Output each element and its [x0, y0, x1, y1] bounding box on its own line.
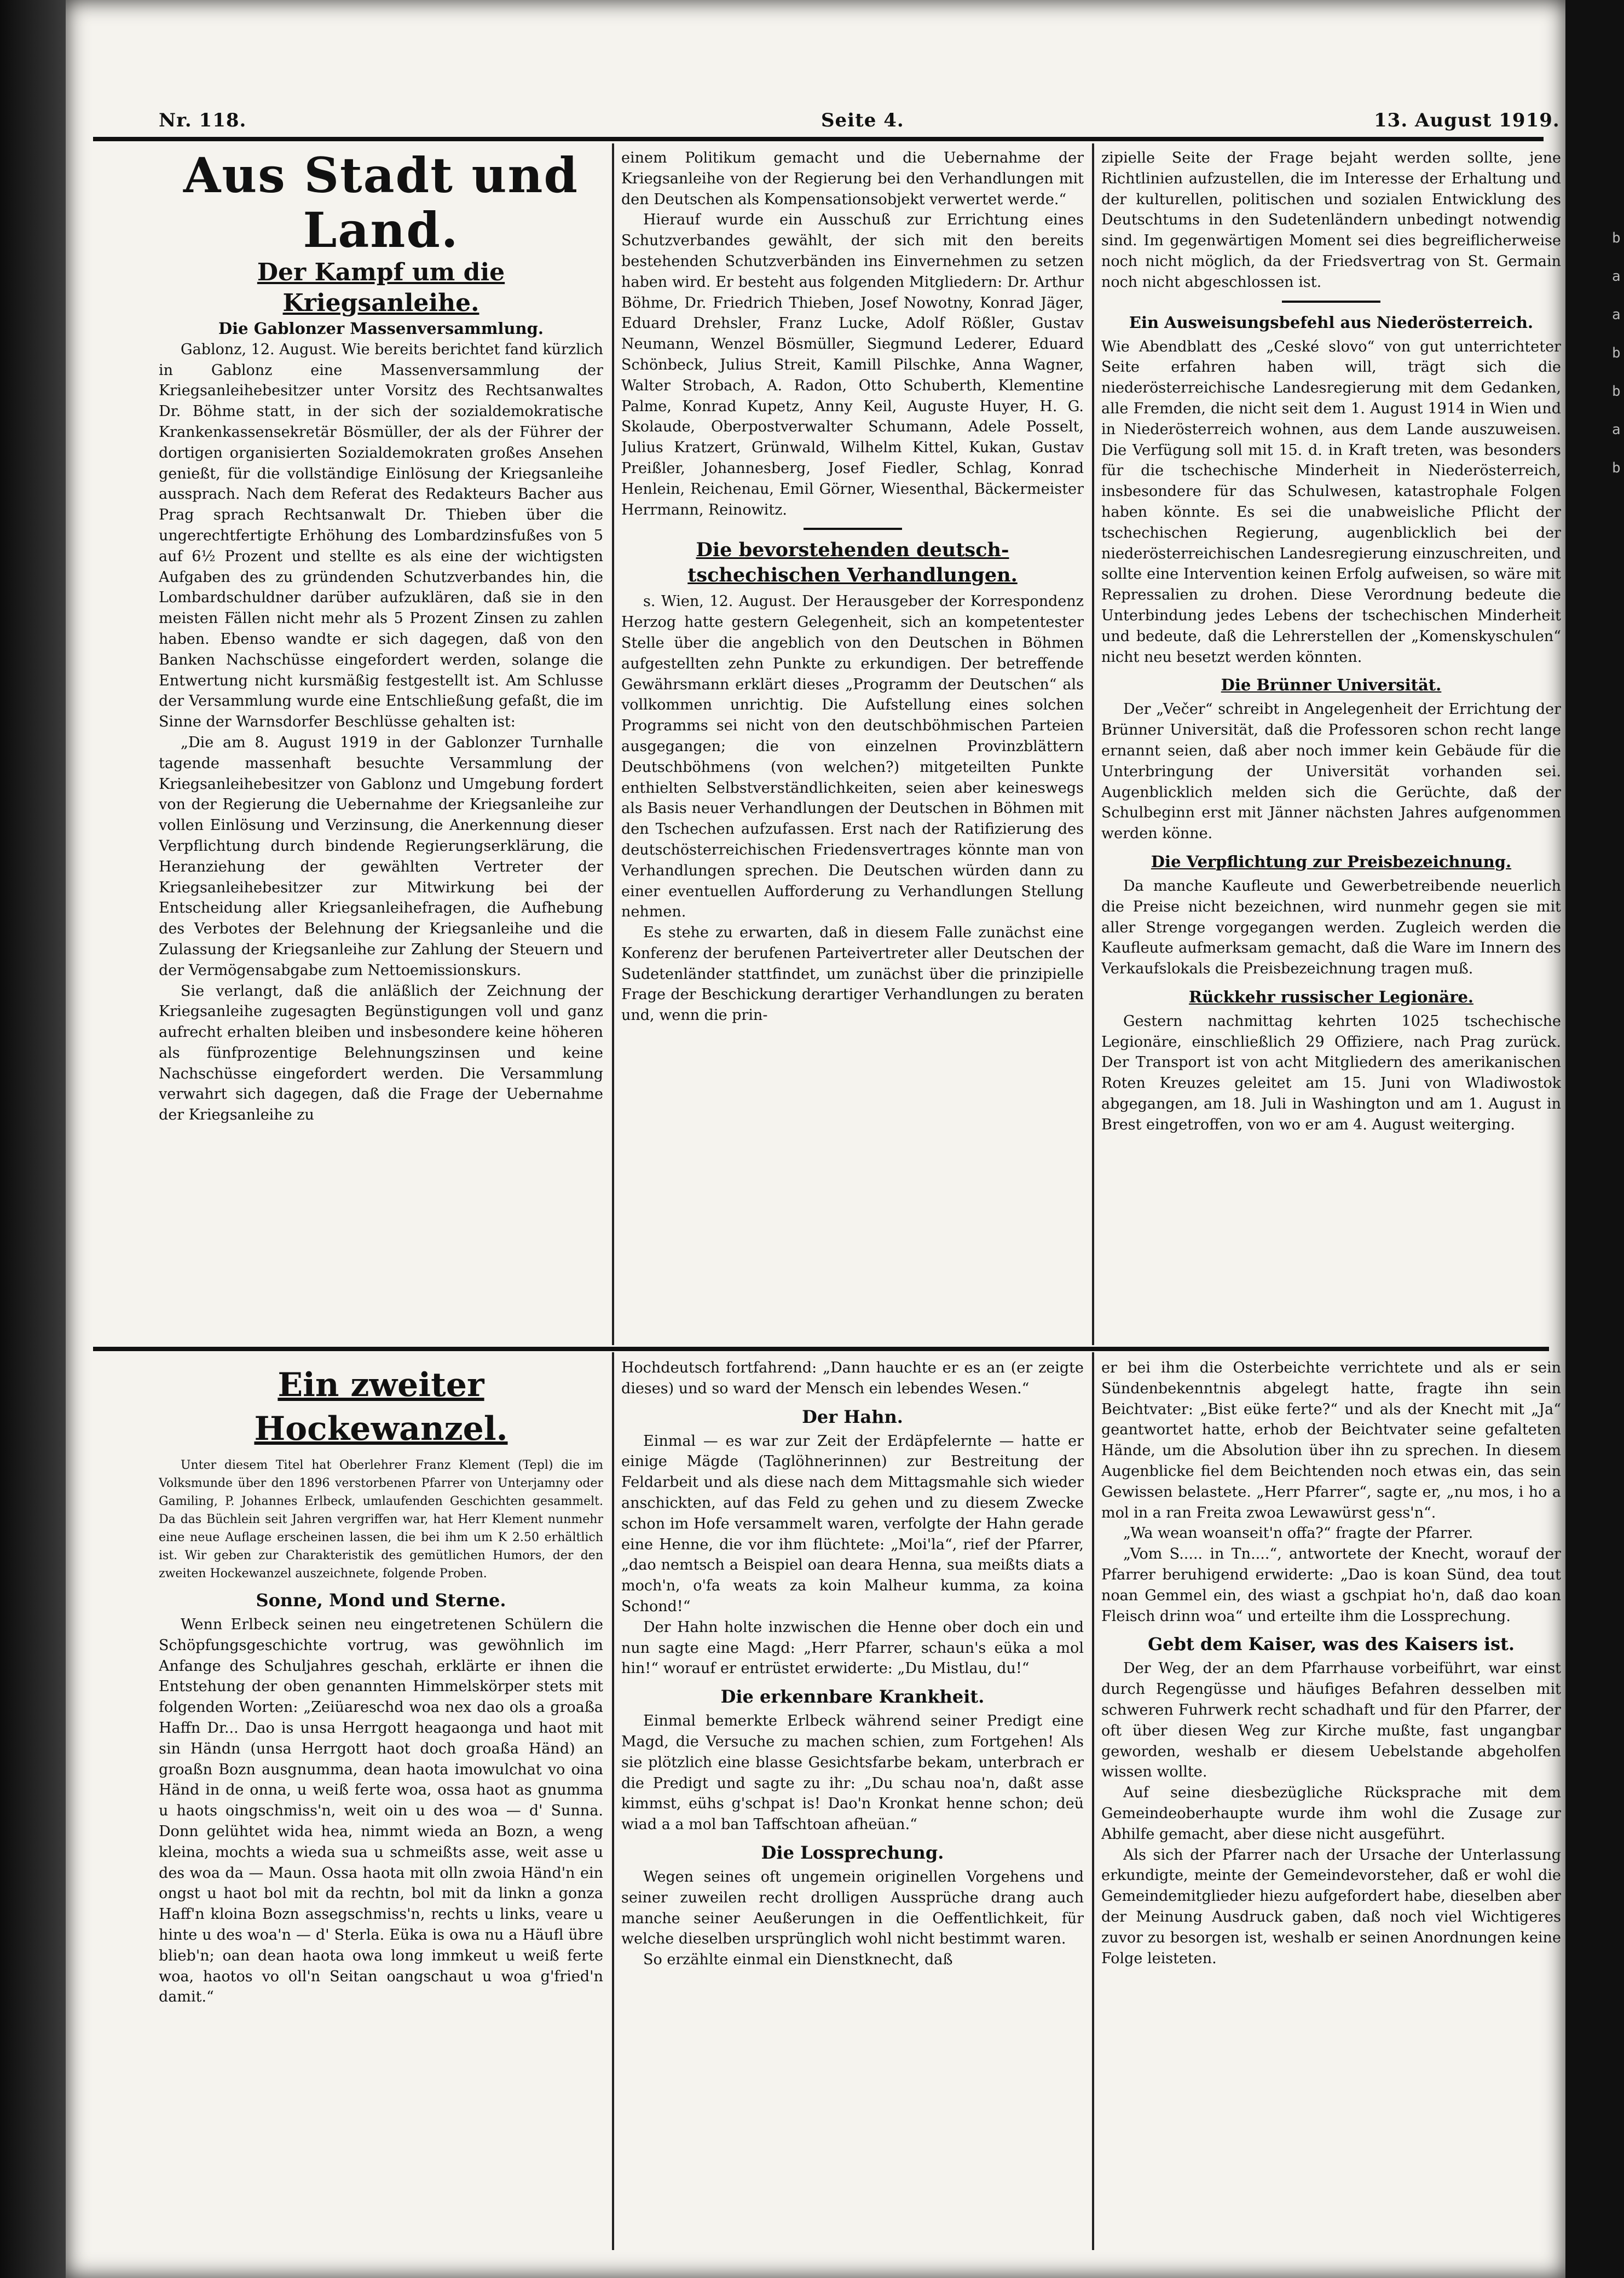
story-title: Gebt dem Kaiser, was des Kaisers ist.	[1147, 1634, 1515, 1655]
paragraph: „Wa wean woanseit'n offa?“ fragte der Pfarrer.	[1123, 1525, 1473, 1542]
paragraph: Einmal bemerkte Erlbeck während seiner Predigt eine Magd, die Versuche zu machen schien, zum Fortgehen! Als sie plötzlich eine blasse Gesichtsfarbe bekam, unterbrach er die Predigt und sagte zu ihr: „Du schau noa'n, daßt asse kimmst, eühs g'schpat is! Dao'n Kronkat henne schon; deü wiad a a mol ban Taffschtoan afheüan.“	[621, 1712, 1084, 1833]
section-title: Aus Stadt und Land.	[183, 148, 579, 258]
paragraph: Wegen seines oft ungemein originellen Vorgehens und seiner zuweilen recht drolligen Aussprüche drang auch manche seiner Aeußerungen in die Oeffentlichkeit, für welche dieselben ursprünglich wohl nicht bestimmt waren.	[621, 1868, 1084, 1948]
paragraph: Hierauf wurde ein Ausschuß zur Errichtung eines Schutzverbandes gewählt, der sich mit den bereits bestehenden Schutzverbänden ins Einvernehmen zu setzen haben wird. Er besteht aus folgenden Mitgliedern: Dr. Arthur Böhme, Dr. Friedrich Thieben, Josef Nowotny, Konrad Jäger, Eduard Drehsler, Franz Lucke, Adolf Rößler, Gustav Neumann, Wenzel Bösmüller, Siegmund Lederer, Eduard Schönbeck, Julius Streit, Kamill Pilschke, Anna Wagner, Walter Strobach, A. Radon, Otto Schuberth, Klementine Palme, Konrad Kupetz, Anny Keil, Auguste Huyer, H. G. Skolaude, Oberpostverwalter Schumann, Adele Posselt, Julius Kratzert, Grünwald, Wilhelm Kittel, Kukan, Gustav Preißler, Johannesberg, Josef Fiedler, Schlag, Konrad Henlein, Reichenau, Emil Görner, Wiesenthal, Bäckermeister Herrmann, Reinowitz.	[621, 211, 1084, 518]
paragraph: „Die am 8. August 1919 in der Gablonzer Turnhalle tagende massenhaft besuchte Versammlung der Kriegsanleihebesitzer von Gablonz und Umgebung fordert von der Regierung die Uebernahme der Kriegsanleihe zur vollen Einlösung und Verzinsung, die Anerkennung dieser Verpflichtung durch bindende Regierungserklärung, die Heranziehung der gewählten Vertreter der Kriegsanleihebesitzer zur Mitwirkung bei der Entscheidung aller Kriegsanleihefragen, die Aufhebung des Verbotes der Belehnung der Kriegsanleihe und die Zulassung der Kriegsanleihe zur Zahlung der Steuern und der Vermögensabgabe zum Nettoemissionskurs.	[159, 734, 603, 979]
article-title: Ein zweiter Hockewanzel.	[254, 1366, 508, 1448]
column-2-bottom	[621, 1358, 1084, 2250]
header-rule	[93, 137, 1544, 141]
story-title: Die erkennbare Krankheit.	[720, 1686, 985, 1708]
paragraph: Der „Večer“ schreibt in Angelegenheit der Errichtung der Brünner Universität, daß die Professoren schon recht lange ernannt seien, daß aber noch immer kein Gebäude für die Unterbringung der Universität vorhanden sei. Augenblicklich melden sich die Gerüchte, daß der Schulbeginn erst mit Jänner nächsten Jahres aufgenommen werden könne.	[1101, 701, 1561, 843]
column-2-top	[621, 148, 1084, 1344]
column-3-top	[1101, 148, 1561, 1344]
article-subtitle: Die Gablonzer Massenversammlung.	[218, 319, 544, 338]
article-title: Die Brünner Universität.	[1221, 676, 1442, 695]
column-rule	[1092, 143, 1094, 1345]
article-hockewanzel	[159, 1358, 603, 2250]
adjacent-page-letter: a	[1612, 422, 1621, 438]
paragraph: Als sich der Pfarrer nach der Ursache der Unterlassung erkundigte, meinte der Gemeindevorsteher, daß er wohl die Gemeindemitglieder hiezu aufgefordert habe, dieselben aber der Meinung Ausdruck gaben, daß noch viel Wichtigeres zuvor zu besorgen ist, weshalb er seinen Anordnungen keine Folge leisteten.	[1101, 1846, 1561, 1967]
paragraph: Der Weg, der an dem Pfarrhause vorbeiführt, war einst durch Regengüsse und häufiges Befahren desselben mit schweren Fuhrwerk recht schadhaft und für den Pfarrer, der oft über diesen Weg zur Kirche mußte, fast ungangbar geworden, weshalb er diesem Uebelstande abgeholfen wissen wollte.	[1101, 1660, 1561, 1781]
paragraph: Wie Abendblatt des „Ceské slovo“ von gut unterrichteter Seite erfahren haben will, trägt sich die niederösterreichische Landesregierung mit dem Gedanken, alle Fremden, die nicht seit dem 1. August 1914 in Wien und in Niederösterreich wohnen, aus dem Lande auszuweisen. Die Verfügung soll mit 15. d. in Kraft treten, was besonders für die tschechische Minderheit in Niederösterreich, insbesondere für das Schulwesen, katastrophale Folgen haben könnte. Es sei die unabweisliche Pflicht der tschechischen Regierung, augenblicklich bei der niederösterreichischen Landesregierung einzuschreiten, und sollte eine Intervention keinen Erfolg aufweisen, so wäre mit Repressalien zu drohen. Diese Verordnung bedeute die Unterbindung jedes Lebens der tschechischen Minderheit und bedeute, daß die Lehrerstellen der „Komenskyschulen“ nicht neu besetzt werden könnten.	[1101, 338, 1561, 666]
page-number: Seite 4.	[821, 109, 904, 131]
paragraph: Wenn Erlbeck seinen neu eingetretenen Schülern die Schöpfungsgeschichte vortrug, was gewöhnlich im Anfange des Schuljahres geschah, erklärte er ihnen die Entstehung der oben genannten Himmelskörper stets mit folgenden Worten: „Zeiüareschd woa nex dao ols a groaßa Haffn Dr... Dao is unsa Herrgott heagaonga und haot mit sin Händn (unsa Herrgott haot doch groaßa Händ) an groaßn Bozn ausgnumma, dean haota imowulchat vo oina Händ in de onna, u weiß ferte woa, ossa haot as gnumma u haots oingschmiss'n, weit oin u des woa — d' Sunna. Donn gelühtet wida hea, nimmt wieda an Bozn, a weng kleina, mochts a wieda sua u schmeißts asse, weit asse u des woa da — Maun. Ossa haota mit olln zwoia Händ'n ein ongst u haot bol mit da rechtn, bol mit da linkn a gonza Haff'n kloina Bozn assegschmiss'n, rechts u links, veare u hinte u des woa'n — d' Sterla. Eüka is owa nu a Häufl übre blieb'n; oan dean haota owa long immkeut u weiß ferte woa, haotos vo oll'n Seitan oangschaut u woa g'fried'n damit.“	[159, 1616, 603, 2006]
paragraph: Der Hahn holte inzwischen die Henne ober doch ein und nun sagte eine Magd: „Herr Pfarrer, schaun's eüka a mol hin!“ worauf er entrüstet erwiderte: „Du Mistlau, du!“	[621, 1618, 1084, 1677]
article-title: Rückkehr russischer Legionäre.	[1188, 987, 1474, 1006]
paragraph: er bei ihm die Osterbeichte verrichtete und als er sein Sündenbekenntnis abgelegt hatte, fragte ihn sein Beichtvater: „Bist eüke ferte?“ und als der Knecht mit „Ja“ geantwortet hatte, erhob der Beichtvater seine gefalteten Hände, um die Absolution über ihn zu sprechen. In diesem Augenblicke fiel dem Beichtenden noch etwas ein, das sein Gewissen belastete. „Herr Pfarrer“, sagte er, „nu mos, i ho a mol in a ran Freita zwoa Lewawürst gess'n“.	[1101, 1359, 1561, 1521]
story-title: Die Lossprechung.	[761, 1842, 944, 1863]
adjacent-page-letter: a	[1612, 307, 1621, 323]
paragraph: Da manche Kaufleute und Gewerbetreibende neuerlich die Preise nicht bezeichnen, wird nunmehr gegen sie mit aller Strenge vorgegangen werden. Zugleich werden die Kaufleute aufmerksam gemacht, daß die Ware im Innern des Verkaufslokals die Preisbezeichnung tragen muß.	[1101, 877, 1561, 978]
article-title: Der Kampf um die Kriegsanleihe.	[257, 258, 505, 317]
paragraph: zipielle Seite der Frage bejaht werden sollte, jene Richtlinien aufzustellen, die im Interesse der Erhaltung und der kulturellen, politischen und sozialen Entwicklung des Deutschtums in den Sudetenländern unbedingt notwendig sind. Im gegenwärtigen Moment sei dies begreiflicherweise noch nicht möglich, da der Friedsvertrag von St. Germain noch nicht abgeschlossen ist.	[1101, 149, 1561, 291]
article-title: Ein Ausweisungsbefehl aus Niederösterreich.	[1129, 313, 1534, 332]
adjacent-page-letter: a	[1612, 268, 1621, 285]
paragraph: Gablonz, 12. August. Wie bereits berichtet fand kürzlich in Gablonz eine Massenversammlung der Kriegsanleihebesitzer unter Vorsitz des Rechtsanwaltes Dr. Böhme statt, in der sich der sozialdemokratische Krankenkassensekretär Bösmüller, der als der Führer der dortigen organisierten Sozialdemokraten großes Ansehen genießt, für die vollständige Einlösung der Kriegsanleihe aussprach. Nach dem Referat des Redakteurs Bacher aus Prag sprach Rechtsanwalt Dr. Thieben über die ungerechtfertigte Erhöhung des Lombardzinsfußes von 5 auf 6½ Prozent und stellte es als eine der wichtigsten Aufgaben des zu gründenden Schutzverbandes hin, die Lombardschuldner darüber aufzuklären, daß sie in den meisten Fällen nicht mehr als 5 Prozent Zinsen zu zahlen haben. Ebenso wandte er sich dagegen, daß von den Banken Nachschüsse eingefordert werden, solange die Entwertung nicht kursmäßig festgestellt ist. Am Schlusse der Versammlung wurde eine Entschließung gefaßt, die im Sinne der Warnsdorfer Beschlüsse gehalten ist:	[159, 341, 603, 731]
story-title: Sonne, Mond und Sterne.	[256, 1590, 506, 1611]
article-stadt-land	[159, 148, 603, 1344]
article-title: Die Verpflichtung zur Preisbezeichnung.	[1151, 852, 1512, 871]
story-title: Der Hahn.	[802, 1406, 903, 1427]
paragraph: So erzählte einmal ein Dienstknecht, daß	[643, 1951, 953, 1969]
column-rule	[612, 143, 614, 1345]
article-title: Die bevorstehenden deutsch-tschechischen Verhandlungen.	[687, 539, 1018, 587]
paragraph: Sie verlangt, daß die anläßlich der Zeichnung der Kriegsanleihe zugesagten Begünstigungen voll und ganz aufrecht erhalten bleiben und insbesondere keine höheren als fünfprozentige Belehnungszinsen und keine Nachschüsse eingefordert werden. Die Versammlung verwahrt sich dagegen, daß die Frage der Uebernahme der Kriegsanleihe zu	[159, 982, 603, 1124]
paragraph: einem Politikum gemacht und die Uebernahme der Kriegsanleihe von der Regierung bei den Verhandlungen mit den Deutschen als Kompensationsobjekt verwertet werde.“	[621, 149, 1084, 208]
issue-date: 13. August 1919.	[1374, 109, 1560, 131]
paragraph: Gestern nachmittag kehrten 1025 tschechische Legionäre, einschließlich 29 Offiziere, nach Prag zurück. Der Transport ist von acht Mitgliedern des amerikanischen Roten Kreuzes geleitet am 15. Juni von Wladiwostok abgegangen, am 18. Juli in Washington und am 1. August in Brest eingetroffen, von wo er am 4. August weiterging.	[1101, 1012, 1561, 1133]
scan-dark-border-right	[1565, 0, 1624, 2278]
issue-number: Nr. 118.	[159, 109, 247, 131]
paragraph: s. Wien, 12. August. Der Herausgeber der Korrespondenz Herzog hatte gestern Gelegenheit, sich an kompetentester Stelle über die angeblich von den Deutschen in Böhmen aufgestellten zehn Punkte zu erkundigen. Der betreffende Gewährsmann erklärt dieses „Programm der Deutschen“ als vollkommen unrichtig. Die Aufstellung eines solchen Programms sei nicht von den deutschböhmischen Parteien ausgegangen; die von einzelnen Provinzblättern Deutschböhmens (von welchen?) mitgeteilten Punkte enthielten Selbstverständlichkeiten, seien aber keineswegs als Basis neuer Verhandlungen der Deutschen in Böhmen mit den Tschechen aufzufassen. Erst nach der Ratifizierung des deutschösterreichischen Friedensvertrages könnte man von Verhandlungen sprechen. Die Deutschen würden dann zu einer eventuellen Aufforderung zu Verhandlungen Stellung nehmen.	[621, 593, 1084, 921]
adjacent-page-letter: b	[1612, 230, 1621, 246]
paragraph: „Vom S..... in Tn....“, antwortete der Knecht, worauf der Pfarrer beruhigend erwiderte: „Dao is koan Sünd, dea tout noan Gemmel ein, des wiast a gschpiat ho'n, daß dao koan Fleisch drinn woa“ und erteilte ihm die Lossprechung.	[1101, 1545, 1561, 1625]
scan-dark-border-left	[0, 0, 66, 2278]
adjacent-page-letter: b	[1612, 345, 1621, 361]
intro: Unter diesem Titel hat Oberlehrer Franz Klement (Tepl) die im Volksmunde über den 1896 verstorbenen Pfarrer von Unterjamny oder Gamiling, P. Johannes Erlbeck, umlaufenden Geschichten gesammelt. Da das Büchlein seit Jahren vergriffen war, hat Herr Klement nunmehr eine neue Auflage erscheinen lassen, die bei ihm um K 2.50 erhältlich ist. Wir geben zur Charakteristik des gemütlichen Humors, der den zweiten Hockewanzel auszeichnete, folgende Proben.	[159, 1458, 603, 1581]
adjacent-page-letter: b	[1612, 383, 1621, 400]
paragraph: Einmal — es war zur Zeit der Erdäpfelernte — hatte er einige Mägde (Taglöhnerinnen) zur Bestreitung der Feldarbeit und als diese nach dem Mittagsmahle sich wieder anschickten, auf das Feld zu gehen und zu diesem Zwecke schon im Hofe versammelt waren, verfolgte der Hahn gerade eine Henne, die vor ihm flüchtete: „Moi'la“, rief der Pfarrer, „dao nemtsch a Beispiel oan deara Henna, sua meißts diats a moch'n, o'fa weats za koin Malheur kumma, za koina Schond!“	[621, 1432, 1084, 1615]
section-rule	[93, 1347, 1549, 1351]
column-rule	[1092, 1352, 1094, 2250]
separator	[1282, 301, 1380, 303]
column-3-bottom	[1101, 1358, 1561, 2250]
paragraph: Auf seine diesbezügliche Rücksprache mit dem Gemeindeoberhaupte wurde ihm wohl die Zusage zur Abhilfe gemacht, aber diese nicht ausgeführt.	[1101, 1784, 1561, 1843]
separator	[804, 528, 902, 530]
column-rule	[612, 1352, 614, 2250]
paragraph: Hochdeutsch fortfahrend: „Dann hauchte er es an (er zeigte dieses) und so ward der Mensch ein lebendes Wesen.“	[621, 1359, 1084, 1397]
paragraph: Es stehe zu erwarten, daß in diesem Falle zunächst eine Konferenz der berufenen Parteivertreter aller Deutschen der Sudetenländer stattfindet, um zunächst über die prinzipielle Frage der Beschickung derartiger Verhandlungen zu beraten und, wenn die prin-	[621, 924, 1084, 1024]
adjacent-page-letter: b	[1612, 460, 1621, 476]
